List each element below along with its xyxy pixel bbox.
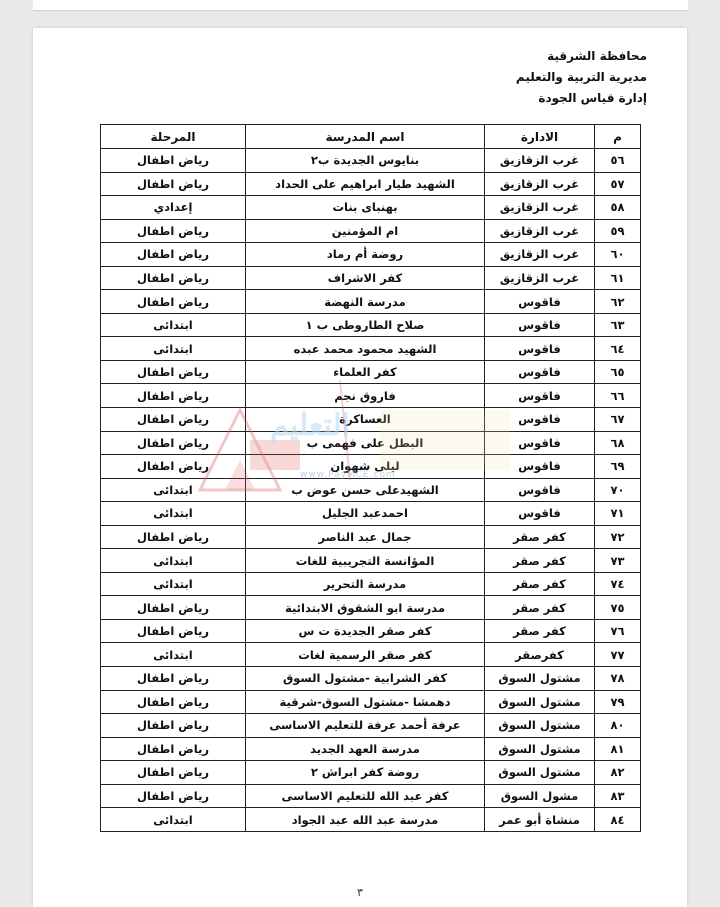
cell-number: ٨٠ [595,714,641,738]
col-header-stage: المرحلة [101,125,246,149]
cell-school-name: روضة كفر ابراش ٢ [246,761,485,785]
cell-stage: رياض اطفال [101,243,246,267]
cell-school-name: كفر صقر الجديدة ت س [246,619,485,643]
table-row [101,172,641,196]
table-body [101,149,641,832]
watermark-url: www.PayMCE.com [300,470,396,480]
cell-number: ٨٤ [595,808,641,832]
table-row [101,266,641,290]
cell-school-name: البطل على فهمى ب [246,431,485,455]
cell-school-name: بنايوس الجديدة ب٢ [246,149,485,173]
cell-stage: رياض اطفال [101,266,246,290]
cell-school-name: كفر عبد الله للتعليم الاساسى [246,784,485,808]
header-directorate: مديرية التربية والتعليم [515,70,647,84]
cell-stage: رياض اطفال [101,784,246,808]
cell-number: ٧٣ [595,549,641,573]
cell-administration: غرب الزقازيق [485,172,595,196]
cell-school-name: كفر العلماء [246,360,485,384]
cell-administration: فاقوس [485,478,595,502]
cell-administration: فاقوس [485,290,595,314]
cell-stage: ابتدائى [101,808,246,832]
cell-stage: رياض اطفال [101,290,246,314]
cell-stage: رياض اطفال [101,219,246,243]
table-row [101,478,641,502]
cell-administration: غرب الزقازيق [485,243,595,267]
cell-number: ٦٠ [595,243,641,267]
cell-number: ٥٧ [595,172,641,196]
cell-administration: فاقوس [485,384,595,408]
cell-school-name: كفر الشرابية -مشتول السوق [246,667,485,691]
cell-number: ٥٦ [595,149,641,173]
table-row [101,384,641,408]
table-row [101,408,641,432]
table-row [101,360,641,384]
cell-stage: رياض اطفال [101,737,246,761]
previous-page-edge [33,0,688,11]
cell-number: ٦٥ [595,360,641,384]
cell-administration: مشتول السوق [485,714,595,738]
cell-school-name: جمال عبد الناصر [246,525,485,549]
table-row [101,431,641,455]
cell-school-name: احمدعبد الجليل [246,502,485,526]
cell-administration: كفرصقر [485,643,595,667]
table-row [101,761,641,785]
table-row [101,337,641,361]
table-row [101,290,641,314]
cell-stage: ابتدائى [101,478,246,502]
cell-administration: مشتول السوق [485,690,595,714]
cell-administration: كفر صقر [485,525,595,549]
cell-stage: رياض اطفال [101,431,246,455]
cell-number: ٦٤ [595,337,641,361]
table-row [101,643,641,667]
table-row [101,313,641,337]
cell-administration: فاقوس [485,455,595,479]
table-row [101,714,641,738]
cell-number: ٧٩ [595,690,641,714]
cell-school-name: كفر صقر الرسمية لغات [246,643,485,667]
cell-administration: مشول السوق [485,784,595,808]
col-header-administration: الادارة [485,125,595,149]
cell-number: ٧٥ [595,596,641,620]
cell-school-name: ليلى شهوان [246,455,485,479]
cell-administration: غرب الزقازيق [485,196,595,220]
cell-school-name: مدرسة التحرير [246,572,485,596]
cell-administration: فاقوس [485,313,595,337]
cell-stage: ابتدائى [101,337,246,361]
table-row [101,737,641,761]
cell-administration: مشتول السوق [485,761,595,785]
cell-school-name: فاروق نجم [246,384,485,408]
cell-school-name: الشهيد محمود محمد عبده [246,337,485,361]
cell-number: ٧٠ [595,478,641,502]
col-header-school-name: اسم المدرسة [246,125,485,149]
document-page [33,28,687,907]
cell-school-name: دهمشا -مشتول السوق-شرقية [246,690,485,714]
cell-number: ٧١ [595,502,641,526]
cell-number: ٧٧ [595,643,641,667]
cell-administration: كفر صقر [485,549,595,573]
header-department: إدارة قياس الجودة [538,91,647,105]
cell-stage: رياض اطفال [101,714,246,738]
cell-administration: فاقوس [485,431,595,455]
table-row [101,572,641,596]
table-row [101,525,641,549]
cell-number: ٦٣ [595,313,641,337]
cell-number: ٦٧ [595,408,641,432]
cell-administration: فاقوس [485,337,595,361]
cell-number: ٥٩ [595,219,641,243]
cell-stage: ابتدائى [101,502,246,526]
cell-number: ٦٢ [595,290,641,314]
cell-school-name: مدرسة ابو الشقوق الابتدائية [246,596,485,620]
cell-number: ٧٦ [595,619,641,643]
cell-number: ٦١ [595,266,641,290]
cell-number: ٨١ [595,737,641,761]
cell-administration: كفر صقر [485,596,595,620]
cell-stage: رياض اطفال [101,172,246,196]
cell-school-name: العساكرة [246,408,485,432]
cell-stage: ابتدائى [101,549,246,573]
cell-administration: فاقوس [485,360,595,384]
cell-school-name: الشهيد طيار ابراهيم على الحداد [246,172,485,196]
cell-school-name: بهنباى بنات [246,196,485,220]
table-row [101,667,641,691]
cell-number: ٦٩ [595,455,641,479]
table-row [101,196,641,220]
table-row [101,502,641,526]
cell-stage: إعدادي [101,196,246,220]
cell-stage: رياض اطفال [101,408,246,432]
cell-administration: فاقوس [485,408,595,432]
cell-number: ٧٢ [595,525,641,549]
watermark-text: التعليم [270,408,350,443]
table-row [101,808,641,832]
cell-stage: رياض اطفال [101,761,246,785]
table-header-row [101,125,641,149]
cell-administration: غرب الزقازيق [485,219,595,243]
cell-number: ٨٢ [595,761,641,785]
table-row [101,784,641,808]
cell-stage: رياض اطفال [101,525,246,549]
cell-school-name: ام المؤمنين [246,219,485,243]
cell-school-name: مدرسة النهضة [246,290,485,314]
cell-administration: كفر صقر [485,619,595,643]
cell-number: ٧٤ [595,572,641,596]
cell-stage: رياض اطفال [101,149,246,173]
cell-number: ٦٦ [595,384,641,408]
cell-administration: غرب الزقازيق [485,266,595,290]
cell-stage: رياض اطفال [101,360,246,384]
table-row [101,690,641,714]
cell-stage: رياض اطفال [101,619,246,643]
cell-stage: ابتدائى [101,643,246,667]
cell-stage: رياض اطفال [101,455,246,479]
cell-number: ٦٨ [595,431,641,455]
table-row [101,149,641,173]
cell-school-name: المؤانسة التجريبية للغات [246,549,485,573]
cell-administration: مشتول السوق [485,667,595,691]
cell-number: ٧٨ [595,667,641,691]
document-header [516,46,647,109]
cell-stage: ابتدائى [101,572,246,596]
cell-school-name: الشهيدعلى حسن عوض ب [246,478,485,502]
cell-administration: فاقوس [485,502,595,526]
table-row [101,549,641,573]
col-header-number: م [595,125,641,149]
table-row [101,596,641,620]
cell-school-name: مدرسة عبد الله عبد الجواد [246,808,485,832]
table-row [101,619,641,643]
page-number: ٣ [357,886,363,899]
cell-school-name: عرفة أحمد عرفة للتعليم الاساسى [246,714,485,738]
cell-number: ٥٨ [595,196,641,220]
cell-school-name: مدرسة العهد الجديد [246,737,485,761]
cell-administration: منشاة أبو عمر [485,808,595,832]
table-row [101,243,641,267]
cell-number: ٨٣ [595,784,641,808]
table-row [101,219,641,243]
cell-stage: رياض اطفال [101,667,246,691]
cell-stage: رياض اطفال [101,690,246,714]
cell-school-name: روضة أم رماد [246,243,485,267]
cell-stage: رياض اطفال [101,384,246,408]
cell-school-name: صلاح الطاروطى ب ١ [246,313,485,337]
cell-stage: ابتدائى [101,313,246,337]
cell-school-name: كفر الاشراف [246,266,485,290]
cell-stage: رياض اطفال [101,596,246,620]
cell-administration: غرب الزقازيق [485,149,595,173]
cell-administration: مشتول السوق [485,737,595,761]
cell-administration: كفر صقر [485,572,595,596]
header-governorate: محافظة الشرقية [547,49,647,63]
